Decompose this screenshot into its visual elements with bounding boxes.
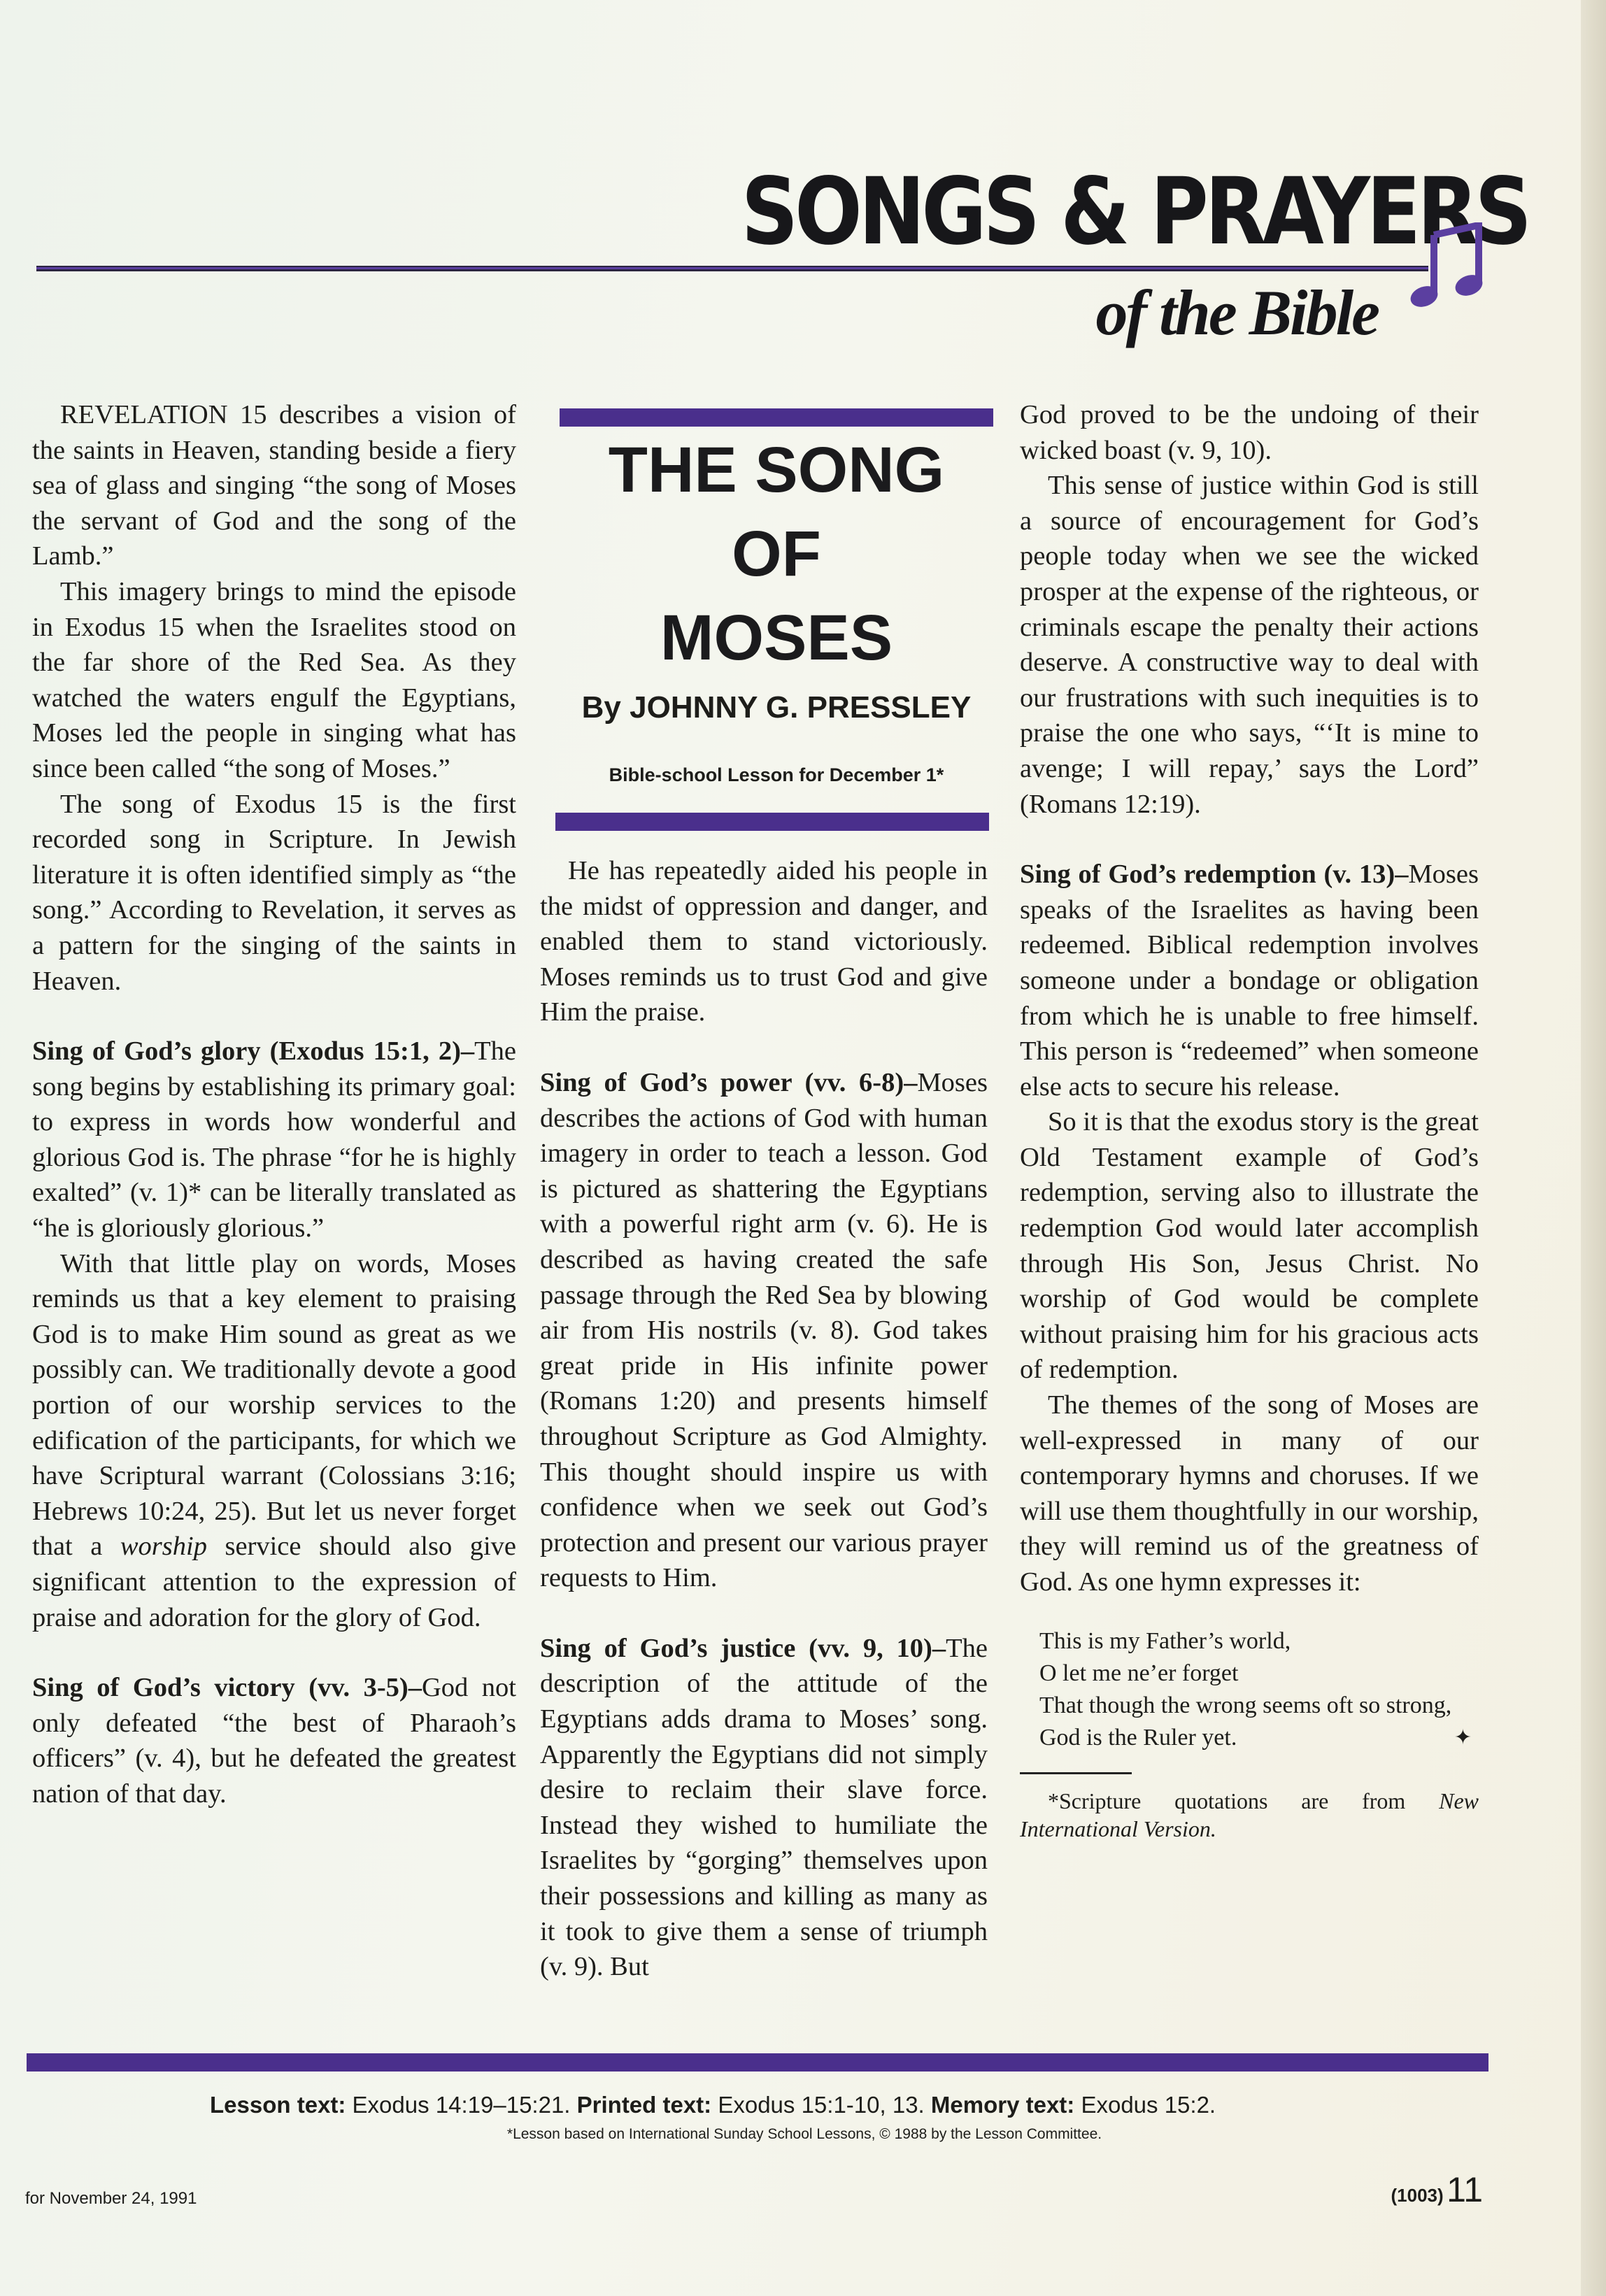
title-bar-top [560, 408, 993, 427]
section-heading: Sing of God’s justice (vv. 9, 10)– [540, 1633, 946, 1663]
hymn-line: O let me ne’er forget [1039, 1660, 1239, 1686]
section-heading: Sing of God’s power (vv. 6-8)– [540, 1067, 918, 1097]
section-redemption [1020, 857, 1479, 1104]
emphasis: worship [120, 1532, 207, 1562]
music-note-icon [1406, 222, 1483, 313]
page-edge [1581, 0, 1606, 2296]
section-heading: Sing of God’s victory (vv. 3-5)– [32, 1673, 422, 1703]
paragraph: The themes of the song of Moses are well-expressed in many of our contemporary hymns and choruses. If we will use them thoughtfully in our worship, they will remind us of the greatness of God. As one hymn expresses it: [1020, 1390, 1479, 1597]
section-justice [540, 1631, 988, 1985]
column-3 [1020, 397, 1479, 1843]
section-text: The song begins by establishing its primary goal: to express in words how wonderful and glorious God is. The phrase “for he is highly exalted” (v. 1)* can be literally translated as “he is gloriously glorious.” [32, 1036, 516, 1243]
hymn-line: This is my Father’s world, [1039, 1627, 1291, 1654]
lesson-credit: *Lesson based on International Sunday School Lessons, © 1988 by the Lesson Committee. [506, 2126, 1102, 2142]
section-text: Moses describes the actions of God with human imagery in order to teach a lesson. God is pictured as shattering the Egyptians with a powerful right arm (v. 6). He is described as having created the safe passage through the Red Sea by blowing air from His nostrils (v. 8). God takes great pride in His infinite power (Romans 1:20) and presents himself throughout Scripture as God Almighty. This thought should inspire us with confidence when we seek out God’s protection and present our various prayer requests to Him. [540, 1067, 988, 1593]
page-number: (1003) 11 [1391, 2170, 1483, 2209]
paragraph: The song of Exodus 15 is the first recorded song in Scripture. In Jewish literature it is often identified simply as “the song.” According to Revelation, it serves as a pattern for the singing of the saints in Heaven. [32, 789, 516, 996]
column-2 [540, 853, 988, 1985]
paragraph: With that little play on words, Moses reminds us that a key element to praising God is to make Him sound as great as we possibly can. We traditionally devote a good portion of our worship services to the edification of the participants, for which we have Scriptural warrant (Colossians 3:16; Hebrews 10:24, 25). But let us never forget that a worship service should also give significant attention to the expression of praise and adoration for the glory of God. [32, 1248, 517, 1632]
masthead-rule [36, 266, 1428, 271]
paragraph: This sense of justice within God is still a source of encouragement for God’s people today when we see the wicked prosper at the expense of the righteous, or criminals escape the penalty their actions deserve. A constructive way to deal with our frustrations with such inequities is to praise the one who says, “‘It is mine to avenge; I will repay,’ says the Lord” (Romans 12:19). [1020, 471, 1479, 819]
paragraph: He has repeatedly aided his people in the midst of oppression and danger, and enabled them to stand victoriously. Moses reminds us to trust God and give Him the praise. [540, 856, 988, 1027]
hymn-quote [1039, 1625, 1479, 1754]
byline: By JOHNNY G. PRESSLEY [581, 690, 972, 725]
footnote-rule [1020, 1772, 1132, 1774]
column-1 [32, 397, 516, 1812]
lesson-date: Bible-school Lesson for December 1* [609, 764, 944, 785]
paragraph: God proved to be the undoing of their wicked boast (v. 9, 10). [1020, 400, 1479, 465]
paragraph: REVELATION 15 describes a vision of the saints in Heaven, standing beside a fiery sea of glass and singing “the song of Moses the servant of God and the song of the Lamb.” [32, 400, 516, 571]
lesson-texts: Lesson text: Exodus 14:19–15:21. Printed text: Exodus 15:1-10, 13. Memory text: Exodus 15:2. [210, 2092, 1216, 2118]
footnote: *Scripture quotations are from New International Version. [1020, 1788, 1479, 1841]
section-heading: Sing of God’s redemption (v. 13)– [1020, 860, 1409, 890]
paragraph: So it is that the exodus story is the great Old Testament example of God’s redemption, serving also to illustrate the redemption God would later accomplish through His Son, Jesus Christ. No worship of God would be complete without praising him for his gracious acts of redemption. [1020, 1107, 1479, 1385]
department-title: SONGS & PRAYERS [741, 158, 1528, 266]
section-text: The description of the attitude of the Egyptians adds drama to Moses’ song. Apparently the Egyptians did not simply desire to reclaim their slave force. Instead they wished to humiliate the Israelites by “gorging” themselves upon their possessions and killing as many as it took to give them a sense of triumph (v. 9). But [540, 1633, 988, 1982]
end-ornament-icon: ✦ [1454, 1725, 1472, 1749]
hymn-line-last: God is the Ruler yet. ✦ [1039, 1722, 1479, 1754]
paragraph: This imagery brings to mind the episode in Exodus 15 when the Israelites stood on the far shore of the Red Sea. As they watched the waters engulf the Egyptians, Moses led the people in singing what has since been called “the song of Moses.” [32, 576, 516, 783]
section-power [540, 1065, 988, 1596]
hymn-line: That though the wrong seems oft so strong, [1039, 1692, 1452, 1718]
section-heading: Sing of God’s glory (Exodus 15:1, 2)– [32, 1036, 475, 1067]
section-victory [32, 1670, 516, 1811]
section-text: God not only defeated “the best of Pharaoh’s officers” (v. 4), but he defeated the greatest nation of that day. [32, 1673, 517, 1809]
issue-date: for November 24, 1991 [25, 2189, 197, 2208]
story-title: THE SONG OF MOSES [608, 434, 945, 673]
department-subtitle: of the Bible [1095, 277, 1378, 348]
footer-bar [27, 2053, 1488, 2072]
title-bar-bottom [555, 813, 989, 831]
section-text: Moses speaks of the Israelites as having been redeemed. Biblical redemption involves someone under a bondage or obligation from which he is unable to free himself. This person is “redeemed” when someone else acts to secure his release. [1020, 860, 1479, 1101]
section-glory [32, 1034, 516, 1246]
